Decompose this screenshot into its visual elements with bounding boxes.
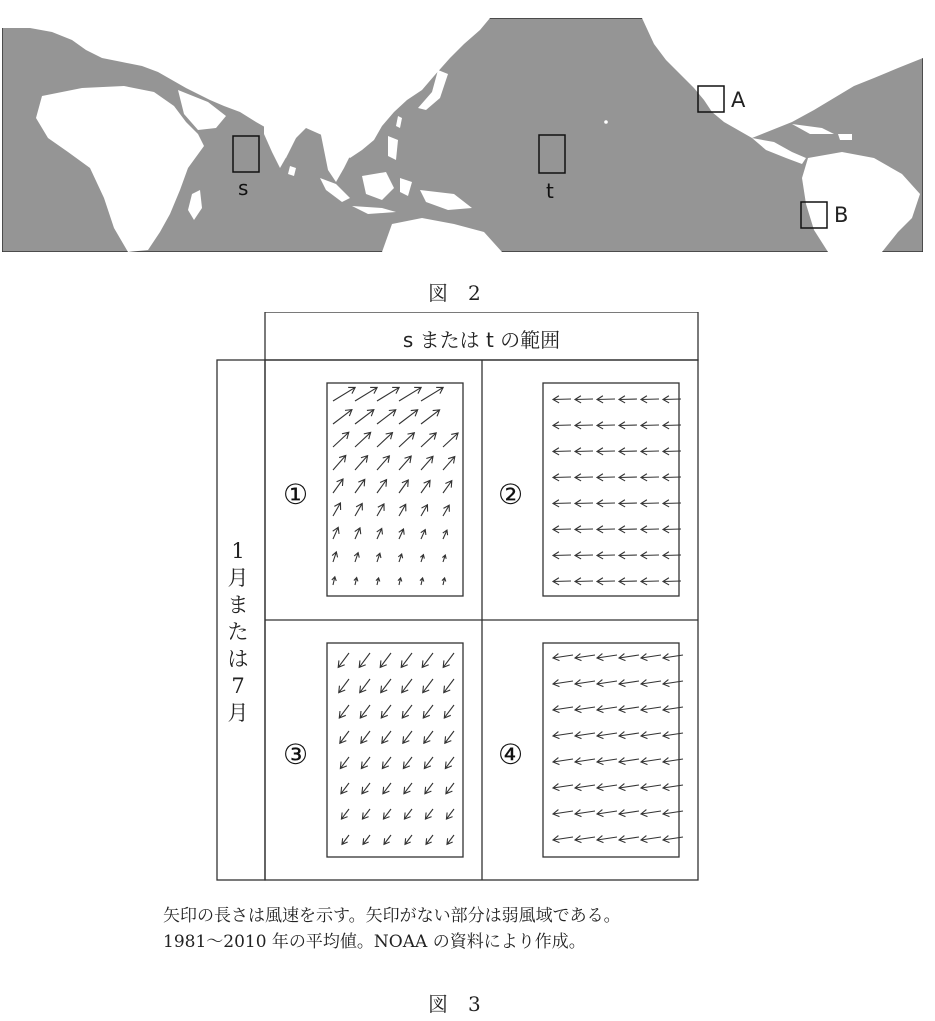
wind-arrow [402,679,412,693]
wind-arrow [355,432,371,447]
panel-2-arrows [553,396,681,585]
wind-arrow [575,448,593,455]
wind-arrow [597,784,617,791]
wind-arrow [382,757,391,769]
panel-3-frame [327,643,463,857]
panel-1-number: ① [283,478,309,511]
wind-arrow [355,503,362,516]
wind-arrow [442,578,446,585]
wind-arrow [423,705,433,718]
wind-arrow [619,474,637,481]
wind-arrow [382,731,391,743]
wind-arrow [553,422,571,429]
wind-arrow [663,526,681,533]
wind-arrow [575,758,595,765]
vlabel-char-0: 1 [231,539,245,563]
note-line-1: 矢印の長さは風速を示す。矢印がない部分は弱風域である。 [163,906,621,926]
wind-arrow [553,680,573,687]
wind-arrow [619,836,639,843]
wind-arrow [359,653,370,667]
wind-arrow [399,410,418,424]
wind-arrow [333,410,352,424]
panel-3-arrows [338,653,454,844]
wind-arrow [377,504,384,516]
wind-arrow [619,810,639,817]
wind-arrow [355,479,365,493]
wind-arrow [575,706,595,713]
wind-arrow [641,396,659,403]
wind-arrow [597,526,615,533]
wind-arrow [446,783,454,794]
wind-arrow [399,480,408,493]
panel-4-frame [543,643,679,857]
wind-arrow [641,500,659,507]
wind-arrow [619,732,639,739]
wind-arrow [421,530,426,539]
wind-arrow [423,679,433,693]
wind-arrow [619,706,639,713]
wind-arrow [641,552,659,559]
wind-arrow [404,809,412,819]
wind-arrow [597,552,615,559]
wind-arrow [376,553,381,562]
wind-arrow [426,835,433,844]
wind-arrow [663,758,683,765]
wind-arrow [332,552,337,562]
wind-arrow [553,732,573,739]
wind-arrow [619,784,639,791]
wind-arrow [575,810,595,817]
wind-arrow [597,448,615,455]
wind-arrow [445,757,454,769]
wind-arrow [340,757,349,769]
wind-arrow [641,474,659,481]
wind-arrow [641,784,661,791]
panel-4-number: ④ [498,738,524,771]
wind-arrow [399,504,406,516]
wind-arrow [421,505,428,516]
wind-arrow [575,784,595,791]
wind-arrow [384,835,391,844]
wind-arrow [597,396,615,403]
wind-arrow [443,530,448,539]
wind-arrow [383,809,391,819]
vlabel-char-2: ま [227,593,249,617]
wind-arrow [553,578,571,585]
wind-panel-table [215,312,700,882]
wind-arrow [641,654,661,661]
wind-arrow [341,783,349,794]
wind-arrow [553,836,573,843]
wind-arrow [641,526,659,533]
wind-arrow [403,757,412,769]
wind-arrow [355,456,368,470]
wind-arrow [354,553,359,562]
wind-arrow [597,836,617,843]
wind-arrow [377,528,383,539]
wind-arrow [333,455,346,470]
wind-arrow [619,680,639,687]
wind-arrow [341,809,349,819]
wind-arrow [421,433,436,447]
hispaniola-landmass [838,134,852,140]
wind-arrow [575,396,593,403]
wind-arrow [403,731,412,743]
wind-arrow [553,654,573,661]
wind-arrow [575,526,593,533]
wind-arrow [355,410,374,424]
wind-arrow [380,653,391,667]
wind-arrow [339,705,349,718]
wind-arrow [663,474,681,481]
wind-arrow [420,555,424,562]
figure-2-caption: 図 2 [428,281,481,305]
wind-arrow [424,731,433,743]
wind-arrow [354,578,358,585]
wind-arrow [376,578,380,585]
panel-3-number: ③ [283,738,309,771]
label-t: t [546,179,554,203]
wind-arrow [425,809,433,819]
wind-arrow [363,835,370,844]
wind-arrow [444,705,454,718]
wind-arrow [333,387,355,401]
wind-arrow [401,653,412,667]
wind-arrow [553,448,571,455]
wind-arrow [641,810,661,817]
vlabel-char-3: た [227,620,249,644]
note-line-2: 1981～2010 年の平均値。NOAA の資料により作成。 [163,932,586,952]
vlabel-char-6: 月 [227,701,249,725]
wind-arrow [553,706,573,713]
wind-arrow [342,835,349,844]
wind-arrow [399,456,411,470]
wind-arrow [362,809,370,819]
wind-arrow [641,758,661,765]
wind-arrow [381,705,391,718]
wind-arrow [362,783,370,794]
wind-arrow [446,809,454,819]
vlabel-char-1: 月 [227,566,249,590]
panel-4-arrows [553,654,683,843]
wind-arrow [553,500,571,507]
wind-arrow [402,705,412,718]
wind-arrow [575,474,593,481]
wind-arrow [575,422,593,429]
wind-arrow [360,705,370,718]
wind-arrow [377,433,393,447]
wind-arrow [425,783,433,794]
wind-arrow [553,810,573,817]
wind-arrow [443,457,455,470]
wind-arrow [619,396,637,403]
wind-arrow [663,706,683,713]
wind-arrow [381,679,391,693]
wind-arrow [663,732,683,739]
wind-arrow [333,479,343,493]
wind-arrow [597,422,615,429]
wind-arrow [597,500,615,507]
wind-arrow [663,422,681,429]
wind-arrow [597,758,617,765]
wind-arrow [641,732,661,739]
wind-arrow [575,680,595,687]
wind-arrow [377,480,387,493]
wind-arrow [355,387,377,401]
wind-arrow [398,554,402,562]
label-b: B [834,203,849,227]
wind-arrow [424,757,433,769]
wind-arrow [404,783,412,794]
wind-arrow [597,578,615,585]
wind-arrow [360,679,370,693]
wind-arrow [663,810,683,817]
wind-arrow [443,481,452,493]
vertical-month-label [223,538,253,727]
wind-arrow [447,835,454,844]
wind-arrow [398,578,402,585]
wind-arrow [575,500,593,507]
wind-arrow [553,396,571,403]
hawaii-landmass [604,120,608,124]
wind-arrow [597,732,617,739]
wind-arrow [597,474,615,481]
wind-arrow [443,653,454,667]
wind-arrow [619,578,637,585]
label-s: s [238,176,249,200]
panel-2-frame [543,383,679,596]
panel-2-number: ② [498,478,524,511]
wind-arrow [619,448,637,455]
wind-arrow [619,526,637,533]
wind-arrow [420,578,424,585]
wind-arrow [597,706,617,713]
figure-3-header: s または t の範囲 [402,328,561,352]
wind-arrow [553,474,571,481]
wind-arrow [444,679,454,693]
wind-arrow [339,679,349,693]
wind-arrow [445,731,454,743]
wind-arrow [422,653,433,667]
wind-arrow [663,552,681,559]
wind-arrow [597,810,617,817]
wind-arrow [361,757,370,769]
wind-arrow [333,527,339,539]
wind-arrow [377,387,399,401]
wind-arrow [641,680,661,687]
wind-arrow [399,529,404,539]
wind-arrow [383,783,391,794]
vlabel-char-5: 7 [231,674,245,698]
wind-arrow [641,578,659,585]
wind-arrow [597,680,617,687]
wind-arrow [553,526,571,533]
wind-arrow [663,396,681,403]
wind-arrow [333,503,341,516]
panel-1-arrows [332,387,458,585]
wind-arrow [340,731,349,743]
wind-arrow [663,500,681,507]
wind-arrow [663,578,681,585]
wind-arrow [597,654,617,661]
wind-arrow [641,448,659,455]
wind-arrow [399,387,421,401]
wind-arrow [641,836,661,843]
wind-arrow [421,387,443,401]
wind-arrow [421,480,430,493]
wind-arrow [619,654,639,661]
wind-arrow [619,552,637,559]
wind-arrow [641,422,659,429]
wind-arrow [619,422,637,429]
wind-arrow [442,555,446,562]
wind-arrow [332,577,336,585]
wind-arrow [663,836,683,843]
wind-arrow [575,654,595,661]
wind-arrow [377,410,396,424]
wind-arrow [575,732,595,739]
wind-arrow [443,505,449,516]
wind-arrow [399,433,414,447]
label-a: A [731,88,746,112]
wind-arrow [421,456,433,470]
wind-arrow [405,835,412,844]
wind-arrow [663,448,681,455]
wind-arrow [355,528,361,539]
wind-arrow [553,552,571,559]
wind-arrow [553,784,573,791]
wind-arrow [663,680,683,687]
wind-arrow [619,500,637,507]
wind-arrow [575,552,593,559]
wind-arrow [443,433,458,447]
wind-arrow [641,706,661,713]
vlabel-char-4: は [227,647,249,671]
wind-arrow [333,432,349,447]
wind-arrow [619,758,639,765]
wind-arrow [575,578,593,585]
wind-arrow [663,654,683,661]
wind-arrow [575,836,595,843]
wind-arrow [338,653,349,667]
wind-arrow [663,784,683,791]
figure-3-caption: 図 3 [428,992,481,1016]
wind-arrow [421,410,440,424]
wind-arrow [361,731,370,743]
wind-arrow [553,758,573,765]
world-map [2,18,923,252]
panel-1-frame [327,383,463,596]
figure-3-notes [163,903,621,955]
wind-arrow [377,456,389,470]
